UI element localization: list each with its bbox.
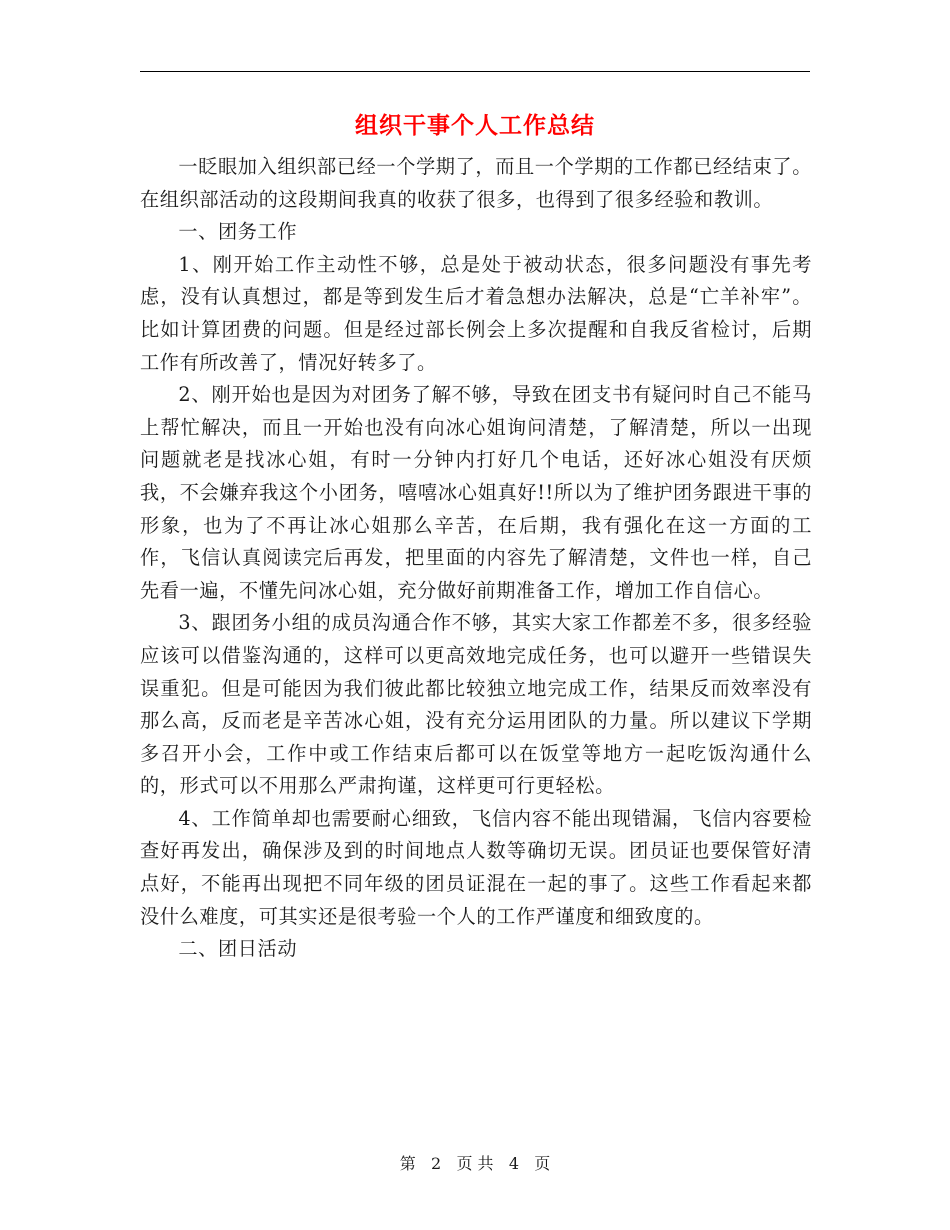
document-title: 组织干事个人工作总结 [355,112,595,139]
paragraph-item-1: 1、刚开始工作主动性不够，总是处于被动状态，很多问题没有事先考虑，没有认真想过，都是等到发生后才着急想办法解决，总是“亡羊补牢”。比如计算团费的问题。但是经过部长例会上多次提醒和自我反省检讨，后期工作有所改善了，情况好转多了。 [140,252,812,374]
paragraph-intro: 一眨眼加入组织部已经一个学期了，而且一个学期的工作都已经结束了。在组织部活动的这段期间我真的收获了很多，也得到了很多经验和教训。 [140,155,812,211]
page-footer [0,1152,950,1176]
footer-suffix: 页 [534,1154,551,1173]
paragraph-item-3: 3、跟团务小组的成员沟通合作不够，其实大家工作都差不多，很多经验应该可以借鉴沟通的，这样可以更高效地完成任务，也可以避开一些错误失误重犯。但是可能因为我们彼此都比较独立地完成工作，结果反而效率没有那么高，反而老是辛苦冰心姐，没有充分运用团队的力量。所以建议下学期多召开小会，工作中或工作结束后都可以在饭堂等地方一起吃饭沟通什么的，形式可以不用那么严肃拘谨，这样更可行更轻松。 [140,611,812,798]
footer-current-page: 2 [430,1154,442,1173]
header-rule [140,71,810,72]
paragraph-item-2: 2、刚开始也是因为对团务了解不够，导致在团支书有疑问时自己不能马上帮忙解决，而且一开始也没有向冰心姐询问清楚，了解清楚，所以一出现问题就老是找冰心姐，有时一分钟内打好几个电话，还好冰心姐没有厌烦我，不会嫌弃我这个小团务，嘻嘻冰心姐真好!!所以为了维护团务跟进干事的形象，也为了不再让冰心姐那么辛苦，在后期，我有强化在这一方面的工作，飞信认真阅读完后再发，把里面的内容先了解清楚，文件也一样，自己先看一遍，不懂先问冰心姐，充分做好前期准备工作，增加工作自信心。 [140,383,812,602]
document-body [140,151,812,966]
footer-middle: 页 共 [456,1154,494,1173]
footer-total-pages: 4 [508,1154,520,1173]
section-heading-2: 二、团日活动 [178,937,298,961]
paragraph-item-4: 4、工作简单却也需要耐心细致，飞信内容不能出现错漏，飞信内容要检查好再发出，确保涉及到的时间地点人数等确切无误。团员证也要保管好清点好，不能再出现把不同年级的团员证混在一起的事了。这些工作看起来都没什么难度，可其实还是很考验一个人的工作严谨度和细致度的。 [140,806,812,928]
section-heading-1: 一、团务工作 [178,220,298,244]
footer-prefix: 第 [399,1154,416,1173]
